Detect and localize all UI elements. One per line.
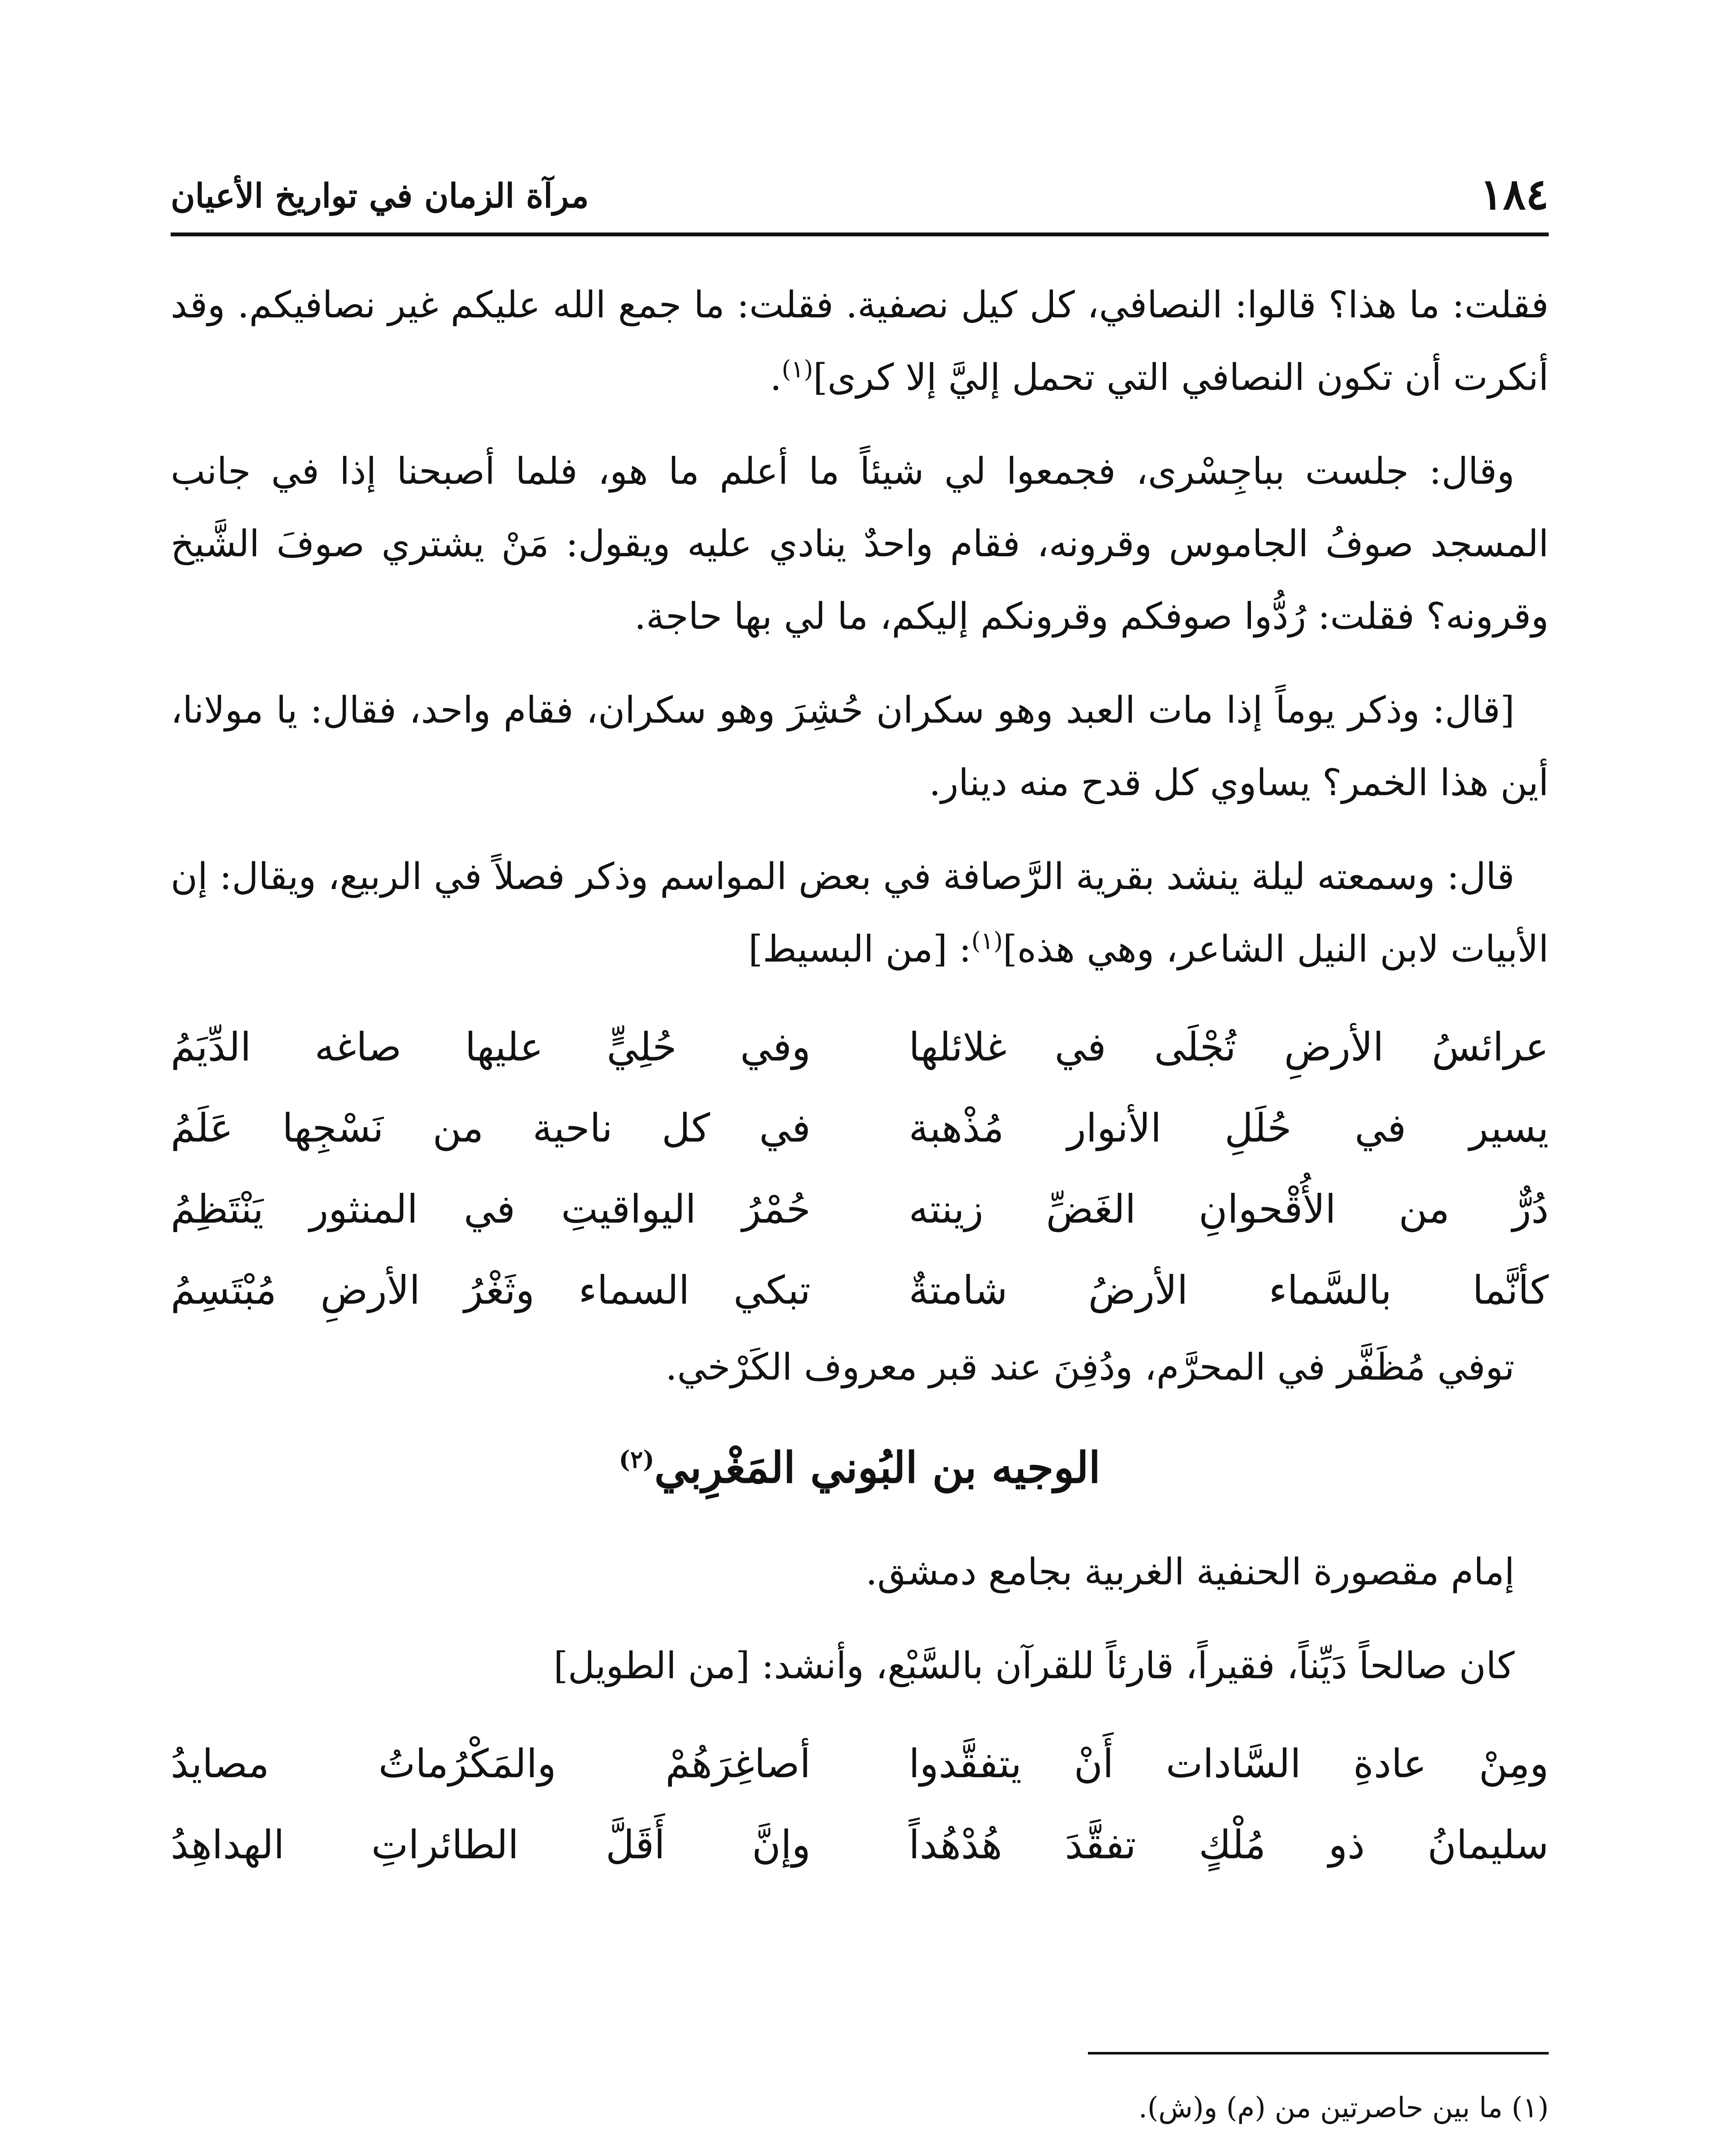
verse-second-hemistich: تبكي السماء وثَغْرُ الأرضِ مُبْتَسِمُ [171, 1267, 811, 1313]
paragraph-4 [171, 840, 1549, 985]
paragraph-3: [قال: وذكر يوماً إذا مات العبد وهو سكران حُشِرَ وهو سكران، فقام واحد، فقال: يا مولانا، أين هذا الخمر؟ يساوي كل قدح منه دينار. [171, 689, 1549, 804]
paragraph-2: وقال: جلست بباجِسْرى، فجمعوا لي شيئاً ما أعلم ما هو، فلما أصبحنا إذا في جانب المسجد صوفُ الجاموس وقرونه، فقام واحدٌ ينادي عليه ويقول: مَنْ يشتري صوفَ الشَّيخ وقرونه؟ فقلت: رُدُّوا صوفكم وقرونكم إليكم، ما لي بها حاجة. [171, 450, 1549, 638]
footnote-ref-1: (١) [782, 355, 813, 384]
footnote-ref-1b: (١) [971, 927, 1003, 955]
footnotes [171, 2082, 1549, 2133]
entry-heading [171, 1425, 1549, 1510]
verse-second-hemistich: أصاغِرَهُمْ والمَكْرُماتُ مصايدُ [171, 1741, 811, 1787]
paragraph-1: فقلت: ما هذا؟ قالوا: النصافي، كل كيل نصفية. فقلت: ما جمع الله عليكم غير نصافيكم. وقد أنكرت أن تكون النصافي التي تحمل إليَّ إلا كرى]$^{(١)}$. [171, 284, 1549, 399]
verse-line [171, 1723, 1549, 1805]
verse-line [171, 1169, 1549, 1250]
paragraph-6: إمام مقصورة الحنفية الغربية بجامع دمشق. [865, 1551, 1515, 1593]
verse-line [171, 1007, 1549, 1088]
verse-second-hemistich: وإنَّ أَقَلَّ الطائراتِ الهداهِدُ [171, 1822, 811, 1868]
verse-first-hemistich: ومِنْ عادةِ السَّادات أَنْ يتفقَّدوا [909, 1741, 1549, 1787]
entry-title: الوجيه بن البُوني المَغْرِبي [654, 1442, 1101, 1493]
verse-line [171, 1088, 1549, 1169]
paragraph-7: كان صالحاً دَيِّناً، فقيراً، قارئاً للقرآن بالسَّبْع، وأنشد: [من الطويل] [553, 1645, 1515, 1687]
header-rule [171, 232, 1549, 236]
page-number: ١٨٤ [1480, 169, 1549, 219]
main-text [171, 269, 1549, 1886]
verse-second-hemistich: حُمْرُ اليواقيتِ في المنثور يَنْتَظِمُ [171, 1186, 811, 1232]
verse-first-hemistich: يسير في حُلَلِ الأنوار مُذْهبة [909, 1105, 1549, 1151]
running-title: مرآة الزمان في تواريخ الأعيان [171, 177, 589, 215]
footnote-1: (١) ما بين حاصرتين من (م) و(ش). [1138, 2091, 1549, 2124]
verse-first-hemistich: كأنَّما بالسَّماء الأرضُ شامتةٌ [909, 1267, 1549, 1313]
paragraph-4-text: قال: وسمعته ليلة ينشد بقرية الرَّصافة في بعض المواسم وذكر فصلاً في الربيع، ويقال: إن الأبيات لابن النيل الشاعر، وهي هذه] [171, 855, 1549, 971]
footnote-rule [1088, 2052, 1549, 2055]
page-header [171, 166, 1549, 222]
poem-basit [171, 1007, 1549, 1331]
footnote-ref-2: (٢) [619, 1445, 654, 1474]
meter-label-basit: : [من البسيط] [748, 928, 971, 971]
paragraph-5: توفي مُظَفَّر في المحرَّم، ودُفِنَ عند قبر معروف الكَرْخي. [665, 1346, 1515, 1389]
verse-second-hemistich: في كل ناحية من نَسْجِها عَلَمُ [171, 1105, 811, 1151]
verse-second-hemistich: وفي حُلِيٍّ عليها صاغه الدِّيَمُ [171, 1024, 811, 1070]
poem-tawil [171, 1723, 1549, 1886]
verse-first-hemistich: دُرٌّ من الأُقْحوانِ الغَضِّ زينته [909, 1186, 1549, 1232]
verse-line [171, 1250, 1549, 1331]
paragraph-1-text: فقلت: ما هذا؟ قالوا: النصافي، كل كيل نصفية. فقلت: ما جمع الله عليكم غير نصافيكم. وقد أنكرت أن تكون النصافي التي تحمل إليَّ إلا كرى] [171, 284, 1549, 399]
verse-line [171, 1805, 1549, 1886]
verse-first-hemistich: سليمانُ ذو مُلْكٍ تفقَّدَ هُدْهُداً [909, 1822, 1549, 1868]
verse-first-hemistich: عرائسُ الأرضِ تُجْلَى في غلائلها [909, 1024, 1549, 1070]
